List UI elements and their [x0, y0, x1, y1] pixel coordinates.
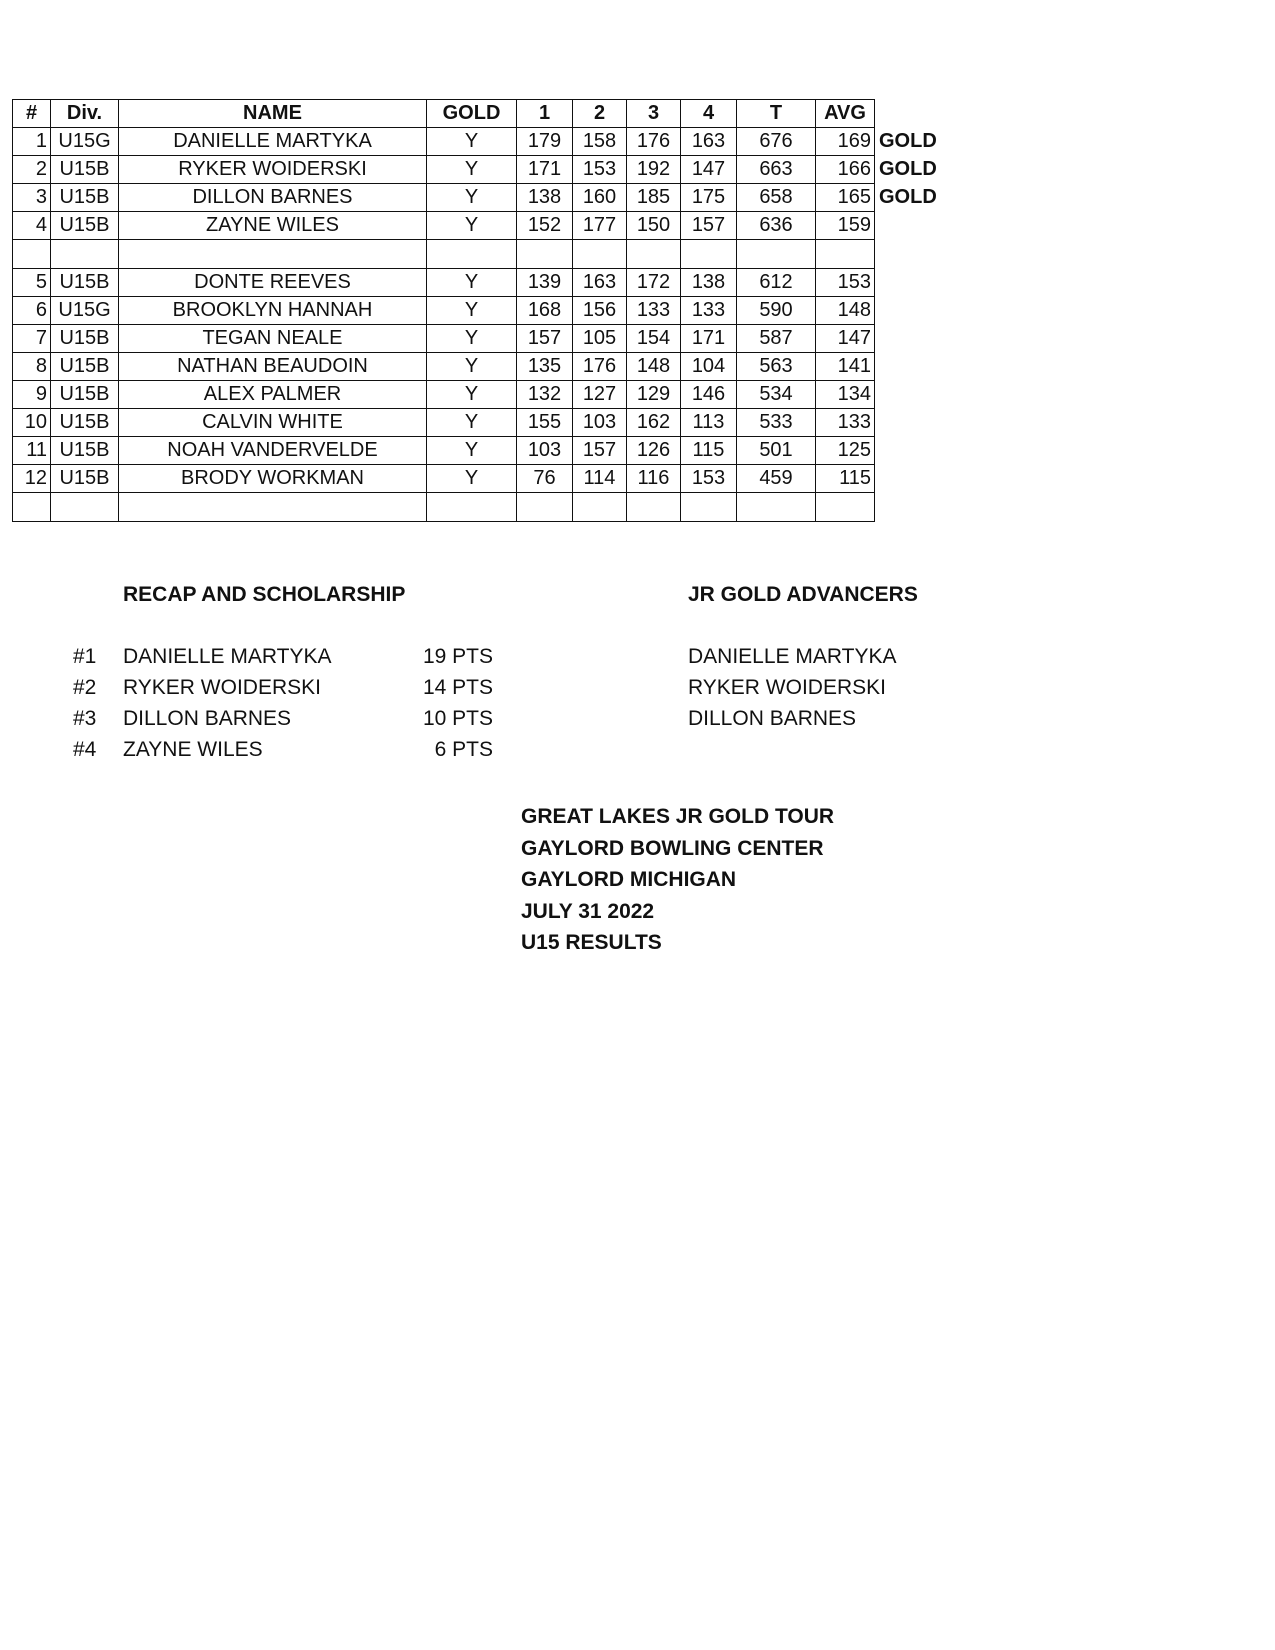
gold-advancer-note — [875, 409, 945, 437]
event-info-line: GAYLORD BOWLING CENTER — [521, 836, 824, 860]
division-cell: U15B — [51, 409, 119, 437]
recap-list — [73, 645, 493, 769]
note-column-spacer — [875, 100, 945, 128]
total-cell: 663 — [737, 156, 816, 184]
table-row — [13, 325, 945, 353]
game3-cell: 133 — [627, 297, 681, 325]
total-cell: 658 — [737, 184, 816, 212]
game4-cell: 153 — [681, 465, 737, 493]
empty-cell — [737, 493, 816, 522]
empty-cell — [573, 493, 627, 522]
empty-cell — [627, 240, 681, 269]
name-cell: TEGAN NEALE — [119, 325, 427, 353]
game2-cell: 153 — [573, 156, 627, 184]
empty-cell — [737, 240, 816, 269]
total-cell: 501 — [737, 437, 816, 465]
game4-cell: 175 — [681, 184, 737, 212]
table-row — [13, 353, 945, 381]
game1-cell: 103 — [517, 437, 573, 465]
game2-cell: 160 — [573, 184, 627, 212]
recap-heading: RECAP AND SCHOLARSHIP — [123, 583, 406, 606]
game4-cell: 157 — [681, 212, 737, 240]
average-cell: 148 — [816, 297, 875, 325]
game1-cell: 76 — [517, 465, 573, 493]
game4-cell: 163 — [681, 128, 737, 156]
rank-cell: 5 — [13, 269, 51, 297]
table-row — [13, 128, 945, 156]
game3-cell: 150 — [627, 212, 681, 240]
gold-cell: Y — [427, 353, 517, 381]
table-row — [13, 269, 945, 297]
recap-points: 19 PTS — [422, 645, 493, 668]
gold-cell: Y — [427, 465, 517, 493]
division-cell: U15G — [51, 128, 119, 156]
total-cell: 587 — [737, 325, 816, 353]
advancer-name: DILLON BARNES — [688, 707, 857, 730]
name-cell: ALEX PALMER — [119, 381, 427, 409]
empty-cell — [427, 240, 517, 269]
rank-cell: 3 — [13, 184, 51, 212]
division-cell: U15B — [51, 381, 119, 409]
game4-cell: 171 — [681, 325, 737, 353]
recap-name: DILLON BARNES — [123, 707, 292, 730]
recap-rank: #4 — [73, 738, 97, 761]
recap-entry — [73, 645, 493, 676]
game4-cell: 133 — [681, 297, 737, 325]
event-info-line: GREAT LAKES JR GOLD TOUR — [521, 805, 835, 828]
empty-cell — [681, 493, 737, 522]
game1-cell: 171 — [517, 156, 573, 184]
empty-cell — [119, 240, 427, 269]
gold-cell: Y — [427, 437, 517, 465]
gold-advancer-note — [875, 269, 945, 297]
table-row — [13, 465, 945, 493]
gold-advancer-note: GOLD — [879, 130, 937, 152]
gold-cell: Y — [427, 212, 517, 240]
game1-cell: 135 — [517, 353, 573, 381]
rank-cell: 9 — [13, 381, 51, 409]
game1-cell: 138 — [517, 184, 573, 212]
game4-cell: 147 — [681, 156, 737, 184]
total-cell: 676 — [737, 128, 816, 156]
column-header: NAME — [119, 100, 427, 128]
gold-advancer-note — [875, 437, 945, 465]
division-cell: U15B — [51, 269, 119, 297]
gold-advancer-note — [875, 353, 945, 381]
table-row — [13, 437, 945, 465]
header-row — [13, 100, 945, 128]
empty-cell — [51, 240, 119, 269]
column-header: GOLD — [427, 100, 517, 128]
game2-cell: 156 — [573, 297, 627, 325]
gold-advancer-note — [875, 240, 945, 269]
advancer-name: DANIELLE MARTYKA — [688, 645, 897, 668]
game3-cell: 172 — [627, 269, 681, 297]
rank-cell: 11 — [13, 437, 51, 465]
empty-cell — [627, 493, 681, 522]
name-cell: ZAYNE WILES — [119, 212, 427, 240]
name-cell: DONTE REEVES — [119, 269, 427, 297]
empty-cell — [816, 240, 875, 269]
game2-cell: 105 — [573, 325, 627, 353]
name-cell: RYKER WOIDERSKI — [119, 156, 427, 184]
average-cell: 133 — [816, 409, 875, 437]
game4-cell: 104 — [681, 353, 737, 381]
recap-points: 10 PTS — [422, 707, 493, 730]
recap-name: ZAYNE WILES — [123, 738, 263, 761]
event-info-line: U15 RESULTS — [521, 931, 662, 954]
rank-cell: 8 — [13, 353, 51, 381]
division-cell: U15G — [51, 297, 119, 325]
average-cell: 169 — [816, 128, 875, 156]
average-cell: 141 — [816, 353, 875, 381]
game1-cell: 179 — [517, 128, 573, 156]
recap-points: 6 PTS — [434, 738, 493, 761]
division-cell: U15B — [51, 325, 119, 353]
advancer-name: RYKER WOIDERSKI — [688, 676, 886, 699]
empty-cell — [517, 240, 573, 269]
rank-cell: 7 — [13, 325, 51, 353]
name-cell: BROOKLYN HANNAH — [119, 297, 427, 325]
gold-cell: Y — [427, 184, 517, 212]
division-cell: U15B — [51, 353, 119, 381]
recap-rank: #2 — [73, 676, 97, 699]
rank-cell: 12 — [13, 465, 51, 493]
recap-points: 14 PTS — [422, 676, 493, 699]
game3-cell: 192 — [627, 156, 681, 184]
rank-cell: 2 — [13, 156, 51, 184]
recap-entry — [73, 707, 493, 738]
name-cell: DANIELLE MARTYKA — [119, 128, 427, 156]
game3-cell: 129 — [627, 381, 681, 409]
game1-cell: 132 — [517, 381, 573, 409]
rank-cell: 6 — [13, 297, 51, 325]
game1-cell: 168 — [517, 297, 573, 325]
table-row — [13, 156, 945, 184]
table-body — [13, 128, 945, 522]
average-cell: 147 — [816, 325, 875, 353]
gold-advancer-note — [875, 381, 945, 409]
rank-cell: 1 — [13, 128, 51, 156]
gold-cell: Y — [427, 128, 517, 156]
game3-cell: 162 — [627, 409, 681, 437]
recap-rank: #3 — [73, 707, 97, 730]
gold-advancer-note: GOLD — [879, 186, 937, 208]
gold-advancer-note: GOLD — [879, 158, 937, 180]
advancers-heading: JR GOLD ADVANCERS — [688, 583, 918, 606]
table-row — [13, 184, 945, 212]
game3-cell: 154 — [627, 325, 681, 353]
column-header: 4 — [681, 100, 737, 128]
table-row — [13, 212, 945, 240]
gold-cell: Y — [427, 325, 517, 353]
event-info — [521, 801, 834, 959]
game2-cell: 163 — [573, 269, 627, 297]
advancers-list — [688, 645, 897, 738]
game1-cell: 139 — [517, 269, 573, 297]
average-cell: 159 — [816, 212, 875, 240]
recap-name: RYKER WOIDERSKI — [123, 676, 321, 699]
results-table — [12, 99, 945, 522]
event-info-line: JULY 31 2022 — [521, 899, 655, 923]
division-cell: U15B — [51, 184, 119, 212]
table-row — [13, 297, 945, 325]
average-cell: 125 — [816, 437, 875, 465]
rank-cell: 4 — [13, 212, 51, 240]
game4-cell: 113 — [681, 409, 737, 437]
game1-cell: 157 — [517, 325, 573, 353]
gold-cell: Y — [427, 381, 517, 409]
gold-cell: Y — [427, 297, 517, 325]
game2-cell: 176 — [573, 353, 627, 381]
average-cell: 166 — [816, 156, 875, 184]
blank-row — [13, 240, 945, 269]
average-cell: 153 — [816, 269, 875, 297]
column-header: AVG — [816, 100, 875, 128]
empty-cell — [13, 240, 51, 269]
empty-cell — [681, 240, 737, 269]
name-cell: NOAH VANDERVELDE — [119, 437, 427, 465]
game3-cell: 148 — [627, 353, 681, 381]
game1-cell: 152 — [517, 212, 573, 240]
game4-cell: 115 — [681, 437, 737, 465]
game2-cell: 114 — [573, 465, 627, 493]
gold-advancer-note — [875, 493, 945, 522]
game2-cell: 103 — [573, 409, 627, 437]
gold-cell: Y — [427, 156, 517, 184]
column-header: 2 — [573, 100, 627, 128]
empty-cell — [427, 493, 517, 522]
column-header: 3 — [627, 100, 681, 128]
table-row — [13, 381, 945, 409]
game2-cell: 127 — [573, 381, 627, 409]
empty-cell — [119, 493, 427, 522]
gold-advancer-note — [875, 465, 945, 493]
total-cell: 563 — [737, 353, 816, 381]
empty-cell — [517, 493, 573, 522]
total-cell: 590 — [737, 297, 816, 325]
event-info-line: GAYLORD MICHIGAN — [521, 868, 737, 891]
total-cell: 459 — [737, 465, 816, 493]
total-cell: 533 — [737, 409, 816, 437]
game2-cell: 158 — [573, 128, 627, 156]
total-cell: 612 — [737, 269, 816, 297]
name-cell: DILLON BARNES — [119, 184, 427, 212]
table-row — [13, 409, 945, 437]
name-cell: BRODY WORKMAN — [119, 465, 427, 493]
name-cell: NATHAN BEAUDOIN — [119, 353, 427, 381]
average-cell: 134 — [816, 381, 875, 409]
game2-cell: 177 — [573, 212, 627, 240]
empty-cell — [816, 493, 875, 522]
gold-cell: Y — [427, 409, 517, 437]
column-header: T — [737, 100, 816, 128]
division-cell: U15B — [51, 437, 119, 465]
average-cell: 115 — [816, 465, 875, 493]
empty-cell — [51, 493, 119, 522]
blank-row — [13, 493, 945, 522]
total-cell: 534 — [737, 381, 816, 409]
recap-name: DANIELLE MARTYKA — [123, 645, 332, 668]
game4-cell: 146 — [681, 381, 737, 409]
game3-cell: 126 — [627, 437, 681, 465]
column-header: # — [13, 100, 51, 128]
game3-cell: 116 — [627, 465, 681, 493]
gold-advancer-note — [875, 297, 945, 325]
game4-cell: 138 — [681, 269, 737, 297]
recap-entry — [73, 738, 493, 769]
name-cell: CALVIN WHITE — [119, 409, 427, 437]
recap-entry — [73, 676, 493, 707]
gold-advancer-note — [875, 325, 945, 353]
division-cell: U15B — [51, 212, 119, 240]
recap-rank: #1 — [73, 645, 97, 668]
gold-advancer-note — [875, 212, 945, 240]
rank-cell: 10 — [13, 409, 51, 437]
column-header: 1 — [517, 100, 573, 128]
empty-cell — [573, 240, 627, 269]
game3-cell: 176 — [627, 128, 681, 156]
game1-cell: 155 — [517, 409, 573, 437]
average-cell: 165 — [816, 184, 875, 212]
gold-cell: Y — [427, 269, 517, 297]
game3-cell: 185 — [627, 184, 681, 212]
empty-cell — [13, 493, 51, 522]
game2-cell: 157 — [573, 437, 627, 465]
division-cell: U15B — [51, 465, 119, 493]
column-header: Div. — [51, 100, 119, 128]
division-cell: U15B — [51, 156, 119, 184]
total-cell: 636 — [737, 212, 816, 240]
